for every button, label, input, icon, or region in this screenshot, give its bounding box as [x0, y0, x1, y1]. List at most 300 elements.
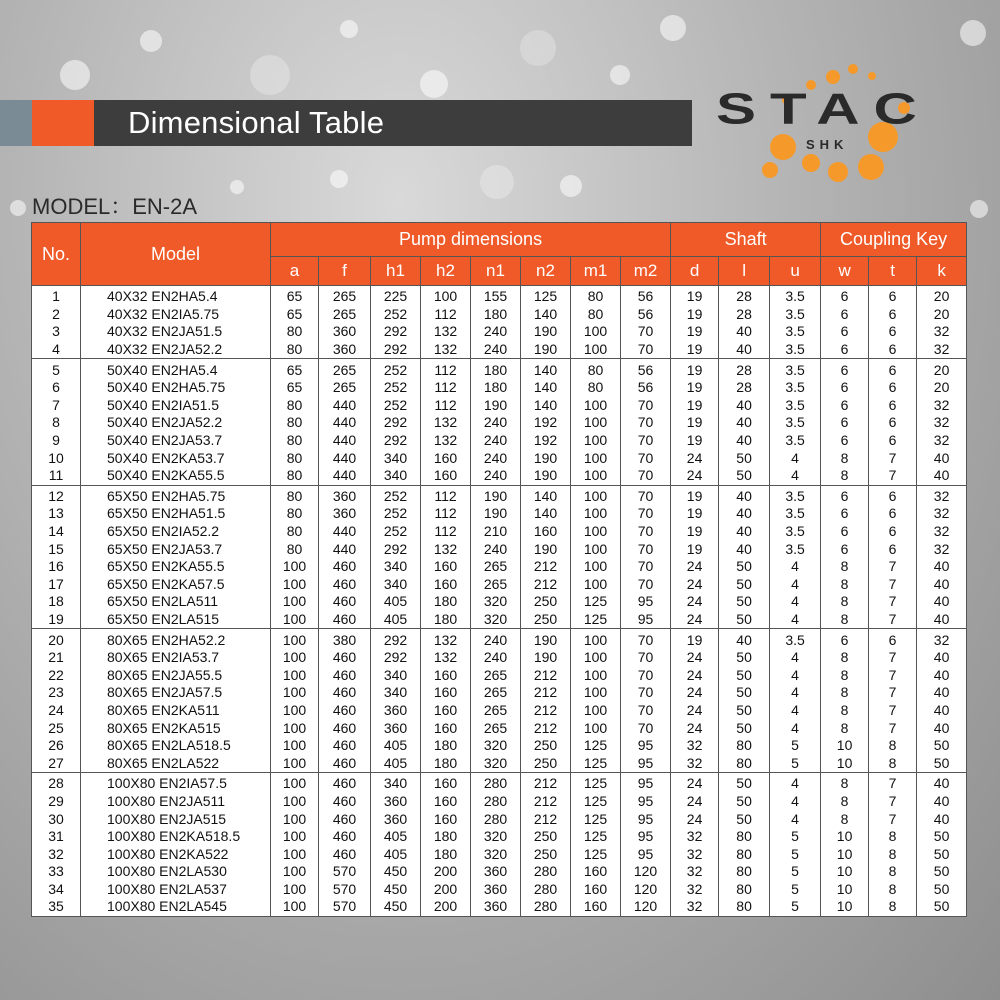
- cell-a: 100: [271, 611, 319, 629]
- cell-m2: 70: [621, 505, 671, 523]
- cell-m1: 100: [571, 523, 621, 541]
- cell-m1: 125: [571, 737, 621, 755]
- cell-no: 8: [32, 414, 81, 432]
- cell-a: 80: [271, 341, 319, 359]
- header-coupling-key: Coupling Key: [821, 223, 967, 257]
- cell-m2: 95: [621, 773, 671, 793]
- cell-m1: 100: [571, 558, 621, 576]
- table-row: [32, 863, 967, 881]
- table-row: [32, 845, 967, 863]
- cell-m1: 125: [571, 773, 621, 793]
- cell-model: 40X32 EN2JA52.2: [81, 341, 271, 359]
- table-row: [32, 286, 967, 306]
- cell-d: 24: [671, 467, 719, 485]
- cell-m2: 70: [621, 719, 671, 737]
- cell-a: 100: [271, 881, 319, 899]
- cell-u: 5: [770, 828, 821, 846]
- cell-t: 6: [869, 286, 917, 306]
- logo-subtext: SHK: [806, 137, 849, 152]
- cell-a: 80: [271, 485, 319, 505]
- cell-d: 24: [671, 684, 719, 702]
- cell-h1: 360: [371, 793, 421, 811]
- cell-h1: 340: [371, 449, 421, 467]
- cell-h2: 112: [421, 359, 471, 379]
- cell-u: 4: [770, 611, 821, 629]
- cell-model: 80X65 EN2JA55.5: [81, 666, 271, 684]
- table-row: [32, 737, 967, 755]
- cell-h1: 405: [371, 828, 421, 846]
- cell-f: 265: [319, 379, 371, 397]
- cell-h1: 340: [371, 666, 421, 684]
- cell-h1: 292: [371, 629, 421, 649]
- cell-t: 6: [869, 523, 917, 541]
- cell-d: 19: [671, 341, 719, 359]
- cell-t: 7: [869, 576, 917, 594]
- cell-u: 3.5: [770, 379, 821, 397]
- cell-w: 8: [821, 576, 869, 594]
- cell-k: 20: [917, 286, 967, 306]
- table-row: [32, 719, 967, 737]
- cell-model: 80X65 EN2LA522: [81, 754, 271, 772]
- cell-h1: 405: [371, 593, 421, 611]
- cell-l: 50: [719, 773, 770, 793]
- cell-h1: 252: [371, 505, 421, 523]
- cell-a: 80: [271, 540, 319, 558]
- cell-l: 50: [719, 576, 770, 594]
- cell-m1: 80: [571, 379, 621, 397]
- cell-m1: 100: [571, 505, 621, 523]
- cell-m2: 56: [621, 379, 671, 397]
- cell-k: 40: [917, 684, 967, 702]
- cell-n1: 265: [471, 719, 521, 737]
- cell-l: 50: [719, 449, 770, 467]
- cell-no: 5: [32, 359, 81, 379]
- cell-k: 32: [917, 523, 967, 541]
- cell-d: 24: [671, 649, 719, 667]
- cell-k: 32: [917, 323, 967, 341]
- cell-h2: 160: [421, 576, 471, 594]
- cell-no: 7: [32, 397, 81, 415]
- cell-f: 440: [319, 397, 371, 415]
- table-row: [32, 414, 967, 432]
- cell-m2: 56: [621, 306, 671, 324]
- cell-n1: 360: [471, 898, 521, 916]
- cell-m1: 80: [571, 306, 621, 324]
- cell-m2: 95: [621, 793, 671, 811]
- cell-m2: 70: [621, 523, 671, 541]
- cell-h1: 252: [371, 379, 421, 397]
- cell-no: 17: [32, 576, 81, 594]
- cell-l: 80: [719, 845, 770, 863]
- cell-u: 4: [770, 593, 821, 611]
- cell-no: 11: [32, 467, 81, 485]
- cell-n1: 320: [471, 754, 521, 772]
- cell-a: 80: [271, 323, 319, 341]
- cell-m2: 70: [621, 467, 671, 485]
- cell-h2: 160: [421, 467, 471, 485]
- cell-n2: 280: [521, 863, 571, 881]
- cell-model: 65X50 EN2LA515: [81, 611, 271, 629]
- cell-l: 50: [719, 793, 770, 811]
- cell-u: 3.5: [770, 286, 821, 306]
- cell-l: 50: [719, 558, 770, 576]
- cell-d: 32: [671, 754, 719, 772]
- cell-w: 8: [821, 793, 869, 811]
- cell-w: 10: [821, 754, 869, 772]
- table-row: [32, 449, 967, 467]
- cell-m2: 70: [621, 397, 671, 415]
- cell-w: 8: [821, 467, 869, 485]
- cell-t: 8: [869, 881, 917, 899]
- cell-f: 460: [319, 828, 371, 846]
- table-row: [32, 341, 967, 359]
- cell-u: 4: [770, 793, 821, 811]
- cell-d: 24: [671, 666, 719, 684]
- cell-u: 4: [770, 576, 821, 594]
- cell-n1: 320: [471, 845, 521, 863]
- title-bar-steel-block: [0, 100, 32, 146]
- cell-no: 27: [32, 754, 81, 772]
- cell-h1: 340: [371, 684, 421, 702]
- cell-no: 28: [32, 773, 81, 793]
- table-row: [32, 702, 967, 720]
- cell-h1: 225: [371, 286, 421, 306]
- cell-u: 3.5: [770, 629, 821, 649]
- cell-model: 100X80 EN2JA511: [81, 793, 271, 811]
- cell-l: 40: [719, 397, 770, 415]
- cell-w: 6: [821, 505, 869, 523]
- cell-h2: 160: [421, 773, 471, 793]
- table-row: [32, 810, 967, 828]
- cell-n2: 250: [521, 845, 571, 863]
- cell-m2: 120: [621, 881, 671, 899]
- cell-k: 50: [917, 863, 967, 881]
- cell-t: 6: [869, 341, 917, 359]
- cell-model: 100X80 EN2LA537: [81, 881, 271, 899]
- cell-h2: 132: [421, 540, 471, 558]
- cell-a: 100: [271, 684, 319, 702]
- cell-n2: 250: [521, 593, 571, 611]
- cell-w: 8: [821, 593, 869, 611]
- cell-h2: 132: [421, 432, 471, 450]
- cell-f: 460: [319, 611, 371, 629]
- cell-m1: 100: [571, 485, 621, 505]
- cell-d: 19: [671, 523, 719, 541]
- cell-u: 4: [770, 666, 821, 684]
- cell-model: 65X50 EN2KA55.5: [81, 558, 271, 576]
- cell-f: 265: [319, 286, 371, 306]
- cell-n2: 140: [521, 359, 571, 379]
- cell-h1: 340: [371, 467, 421, 485]
- cell-d: 32: [671, 898, 719, 916]
- cell-m1: 100: [571, 467, 621, 485]
- cell-k: 40: [917, 593, 967, 611]
- cell-t: 8: [869, 863, 917, 881]
- cell-h2: 160: [421, 558, 471, 576]
- cell-a: 100: [271, 629, 319, 649]
- cell-k: 40: [917, 793, 967, 811]
- cell-u: 3.5: [770, 323, 821, 341]
- cell-w: 6: [821, 397, 869, 415]
- table-row: [32, 540, 967, 558]
- model-label: MODEL：EN-2A: [32, 194, 198, 219]
- cell-t: 6: [869, 414, 917, 432]
- cell-h1: 292: [371, 540, 421, 558]
- cell-model: 100X80 EN2LA545: [81, 898, 271, 916]
- cell-w: 6: [821, 523, 869, 541]
- cell-n1: 180: [471, 359, 521, 379]
- cell-m1: 100: [571, 397, 621, 415]
- cell-n2: 212: [521, 576, 571, 594]
- cell-f: 440: [319, 432, 371, 450]
- cell-k: 50: [917, 754, 967, 772]
- cell-t: 7: [869, 773, 917, 793]
- cell-model: 80X65 EN2KA511: [81, 702, 271, 720]
- cell-u: 5: [770, 863, 821, 881]
- cell-k: 40: [917, 558, 967, 576]
- cell-t: 8: [869, 754, 917, 772]
- cell-f: 460: [319, 666, 371, 684]
- cell-f: 440: [319, 449, 371, 467]
- cell-w: 10: [821, 863, 869, 881]
- cell-u: 4: [770, 773, 821, 793]
- cell-l: 50: [719, 719, 770, 737]
- header-no: No.: [32, 223, 81, 286]
- cell-d: 32: [671, 828, 719, 846]
- cell-f: 440: [319, 540, 371, 558]
- cell-h2: 200: [421, 898, 471, 916]
- cell-f: 360: [319, 323, 371, 341]
- cell-n2: 140: [521, 306, 571, 324]
- cell-f: 460: [319, 845, 371, 863]
- cell-m1: 100: [571, 414, 621, 432]
- cell-no: 14: [32, 523, 81, 541]
- cell-k: 50: [917, 881, 967, 899]
- cell-l: 40: [719, 629, 770, 649]
- cell-m2: 120: [621, 898, 671, 916]
- cell-model: 80X65 EN2HA52.2: [81, 629, 271, 649]
- cell-a: 65: [271, 286, 319, 306]
- cell-l: 28: [719, 379, 770, 397]
- table-row: [32, 828, 967, 846]
- cell-f: 460: [319, 576, 371, 594]
- cell-h1: 360: [371, 719, 421, 737]
- cell-h2: 112: [421, 379, 471, 397]
- table-row: [32, 629, 967, 649]
- cell-f: 460: [319, 773, 371, 793]
- cell-d: 32: [671, 845, 719, 863]
- cell-n1: 265: [471, 702, 521, 720]
- cell-l: 50: [719, 684, 770, 702]
- cell-n1: 320: [471, 828, 521, 846]
- cell-m2: 70: [621, 684, 671, 702]
- subheader-n2: n2: [521, 257, 571, 286]
- cell-m2: 70: [621, 576, 671, 594]
- cell-h1: 405: [371, 845, 421, 863]
- cell-no: 20: [32, 629, 81, 649]
- cell-n2: 212: [521, 793, 571, 811]
- cell-no: 23: [32, 684, 81, 702]
- cell-h2: 112: [421, 306, 471, 324]
- cell-f: 570: [319, 863, 371, 881]
- cell-n1: 240: [471, 449, 521, 467]
- cell-d: 19: [671, 379, 719, 397]
- cell-d: 32: [671, 881, 719, 899]
- subheader-h2: h2: [421, 257, 471, 286]
- cell-m1: 100: [571, 702, 621, 720]
- cell-m2: 56: [621, 286, 671, 306]
- cell-no: 32: [32, 845, 81, 863]
- cell-w: 10: [821, 828, 869, 846]
- cell-m2: 95: [621, 754, 671, 772]
- cell-l: 50: [719, 593, 770, 611]
- cell-l: 40: [719, 540, 770, 558]
- cell-n2: 190: [521, 649, 571, 667]
- cell-model: 80X65 EN2IA53.7: [81, 649, 271, 667]
- cell-m1: 125: [571, 828, 621, 846]
- cell-n1: 190: [471, 485, 521, 505]
- cell-l: 28: [719, 306, 770, 324]
- cell-n2: 140: [521, 485, 571, 505]
- table-row: [32, 397, 967, 415]
- cell-d: 24: [671, 576, 719, 594]
- cell-m2: 70: [621, 414, 671, 432]
- cell-h2: 132: [421, 323, 471, 341]
- cell-h2: 180: [421, 754, 471, 772]
- cell-t: 7: [869, 611, 917, 629]
- cell-t: 6: [869, 379, 917, 397]
- cell-d: 19: [671, 629, 719, 649]
- cell-m2: 70: [621, 558, 671, 576]
- cell-f: 265: [319, 359, 371, 379]
- subheader-l: l: [719, 257, 770, 286]
- cell-no: 22: [32, 666, 81, 684]
- cell-model: 40X32 EN2IA5.75: [81, 306, 271, 324]
- cell-m1: 100: [571, 719, 621, 737]
- cell-h2: 112: [421, 485, 471, 505]
- cell-t: 7: [869, 467, 917, 485]
- cell-no: 6: [32, 379, 81, 397]
- cell-w: 6: [821, 286, 869, 306]
- cell-no: 21: [32, 649, 81, 667]
- cell-h2: 180: [421, 737, 471, 755]
- cell-h2: 132: [421, 629, 471, 649]
- cell-u: 3.5: [770, 341, 821, 359]
- cell-d: 24: [671, 449, 719, 467]
- cell-n2: 190: [521, 323, 571, 341]
- cell-m2: 70: [621, 649, 671, 667]
- cell-n2: 250: [521, 611, 571, 629]
- cell-l: 50: [719, 810, 770, 828]
- cell-u: 3.5: [770, 432, 821, 450]
- cell-m2: 70: [621, 629, 671, 649]
- cell-model: 50X40 EN2JA52.2: [81, 414, 271, 432]
- cell-k: 40: [917, 467, 967, 485]
- cell-t: 7: [869, 719, 917, 737]
- subheader-m1: m1: [571, 257, 621, 286]
- subheader-t: t: [869, 257, 917, 286]
- cell-w: 8: [821, 702, 869, 720]
- cell-a: 80: [271, 449, 319, 467]
- cell-h1: 360: [371, 702, 421, 720]
- cell-h2: 160: [421, 719, 471, 737]
- cell-f: 460: [319, 810, 371, 828]
- cell-u: 4: [770, 649, 821, 667]
- cell-t: 7: [869, 793, 917, 811]
- cell-t: 7: [869, 558, 917, 576]
- cell-u: 4: [770, 449, 821, 467]
- cell-model: 100X80 EN2IA57.5: [81, 773, 271, 793]
- cell-m1: 100: [571, 449, 621, 467]
- cell-model: 100X80 EN2KA522: [81, 845, 271, 863]
- cell-model: 65X50 EN2IA52.2: [81, 523, 271, 541]
- subheader-m2: m2: [621, 257, 671, 286]
- table-row: [32, 593, 967, 611]
- cell-no: 12: [32, 485, 81, 505]
- cell-k: 50: [917, 845, 967, 863]
- cell-l: 28: [719, 286, 770, 306]
- table-row: [32, 359, 967, 379]
- cell-d: 19: [671, 306, 719, 324]
- cell-n2: 212: [521, 684, 571, 702]
- cell-w: 6: [821, 485, 869, 505]
- cell-a: 65: [271, 379, 319, 397]
- cell-l: 80: [719, 737, 770, 755]
- cell-h1: 252: [371, 397, 421, 415]
- cell-no: 26: [32, 737, 81, 755]
- cell-t: 8: [869, 737, 917, 755]
- cell-t: 6: [869, 397, 917, 415]
- cell-l: 40: [719, 523, 770, 541]
- cell-d: 24: [671, 810, 719, 828]
- cell-m1: 100: [571, 629, 621, 649]
- cell-w: 8: [821, 810, 869, 828]
- cell-d: 24: [671, 773, 719, 793]
- cell-n1: 240: [471, 467, 521, 485]
- subheader-w: w: [821, 257, 869, 286]
- cell-t: 6: [869, 485, 917, 505]
- cell-m1: 80: [571, 286, 621, 306]
- cell-w: 6: [821, 306, 869, 324]
- cell-model: 100X80 EN2JA515: [81, 810, 271, 828]
- cell-n2: 212: [521, 773, 571, 793]
- cell-k: 32: [917, 414, 967, 432]
- cell-model: 50X40 EN2IA51.5: [81, 397, 271, 415]
- table-row: [32, 793, 967, 811]
- cell-model: 100X80 EN2KA518.5: [81, 828, 271, 846]
- cell-h1: 252: [371, 523, 421, 541]
- cell-l: 80: [719, 898, 770, 916]
- cell-a: 100: [271, 666, 319, 684]
- cell-d: 19: [671, 323, 719, 341]
- cell-model: 50X40 EN2KA53.7: [81, 449, 271, 467]
- cell-no: 2: [32, 306, 81, 324]
- cell-no: 10: [32, 449, 81, 467]
- cell-n1: 190: [471, 505, 521, 523]
- cell-m2: 70: [621, 485, 671, 505]
- cell-m1: 100: [571, 432, 621, 450]
- cell-h2: 200: [421, 863, 471, 881]
- cell-n1: 360: [471, 881, 521, 899]
- cell-d: 24: [671, 558, 719, 576]
- cell-k: 20: [917, 306, 967, 324]
- cell-k: 40: [917, 611, 967, 629]
- cell-n2: 212: [521, 719, 571, 737]
- cell-no: 18: [32, 593, 81, 611]
- table-row: [32, 898, 967, 916]
- cell-model: 65X50 EN2JA53.7: [81, 540, 271, 558]
- cell-n2: 190: [521, 629, 571, 649]
